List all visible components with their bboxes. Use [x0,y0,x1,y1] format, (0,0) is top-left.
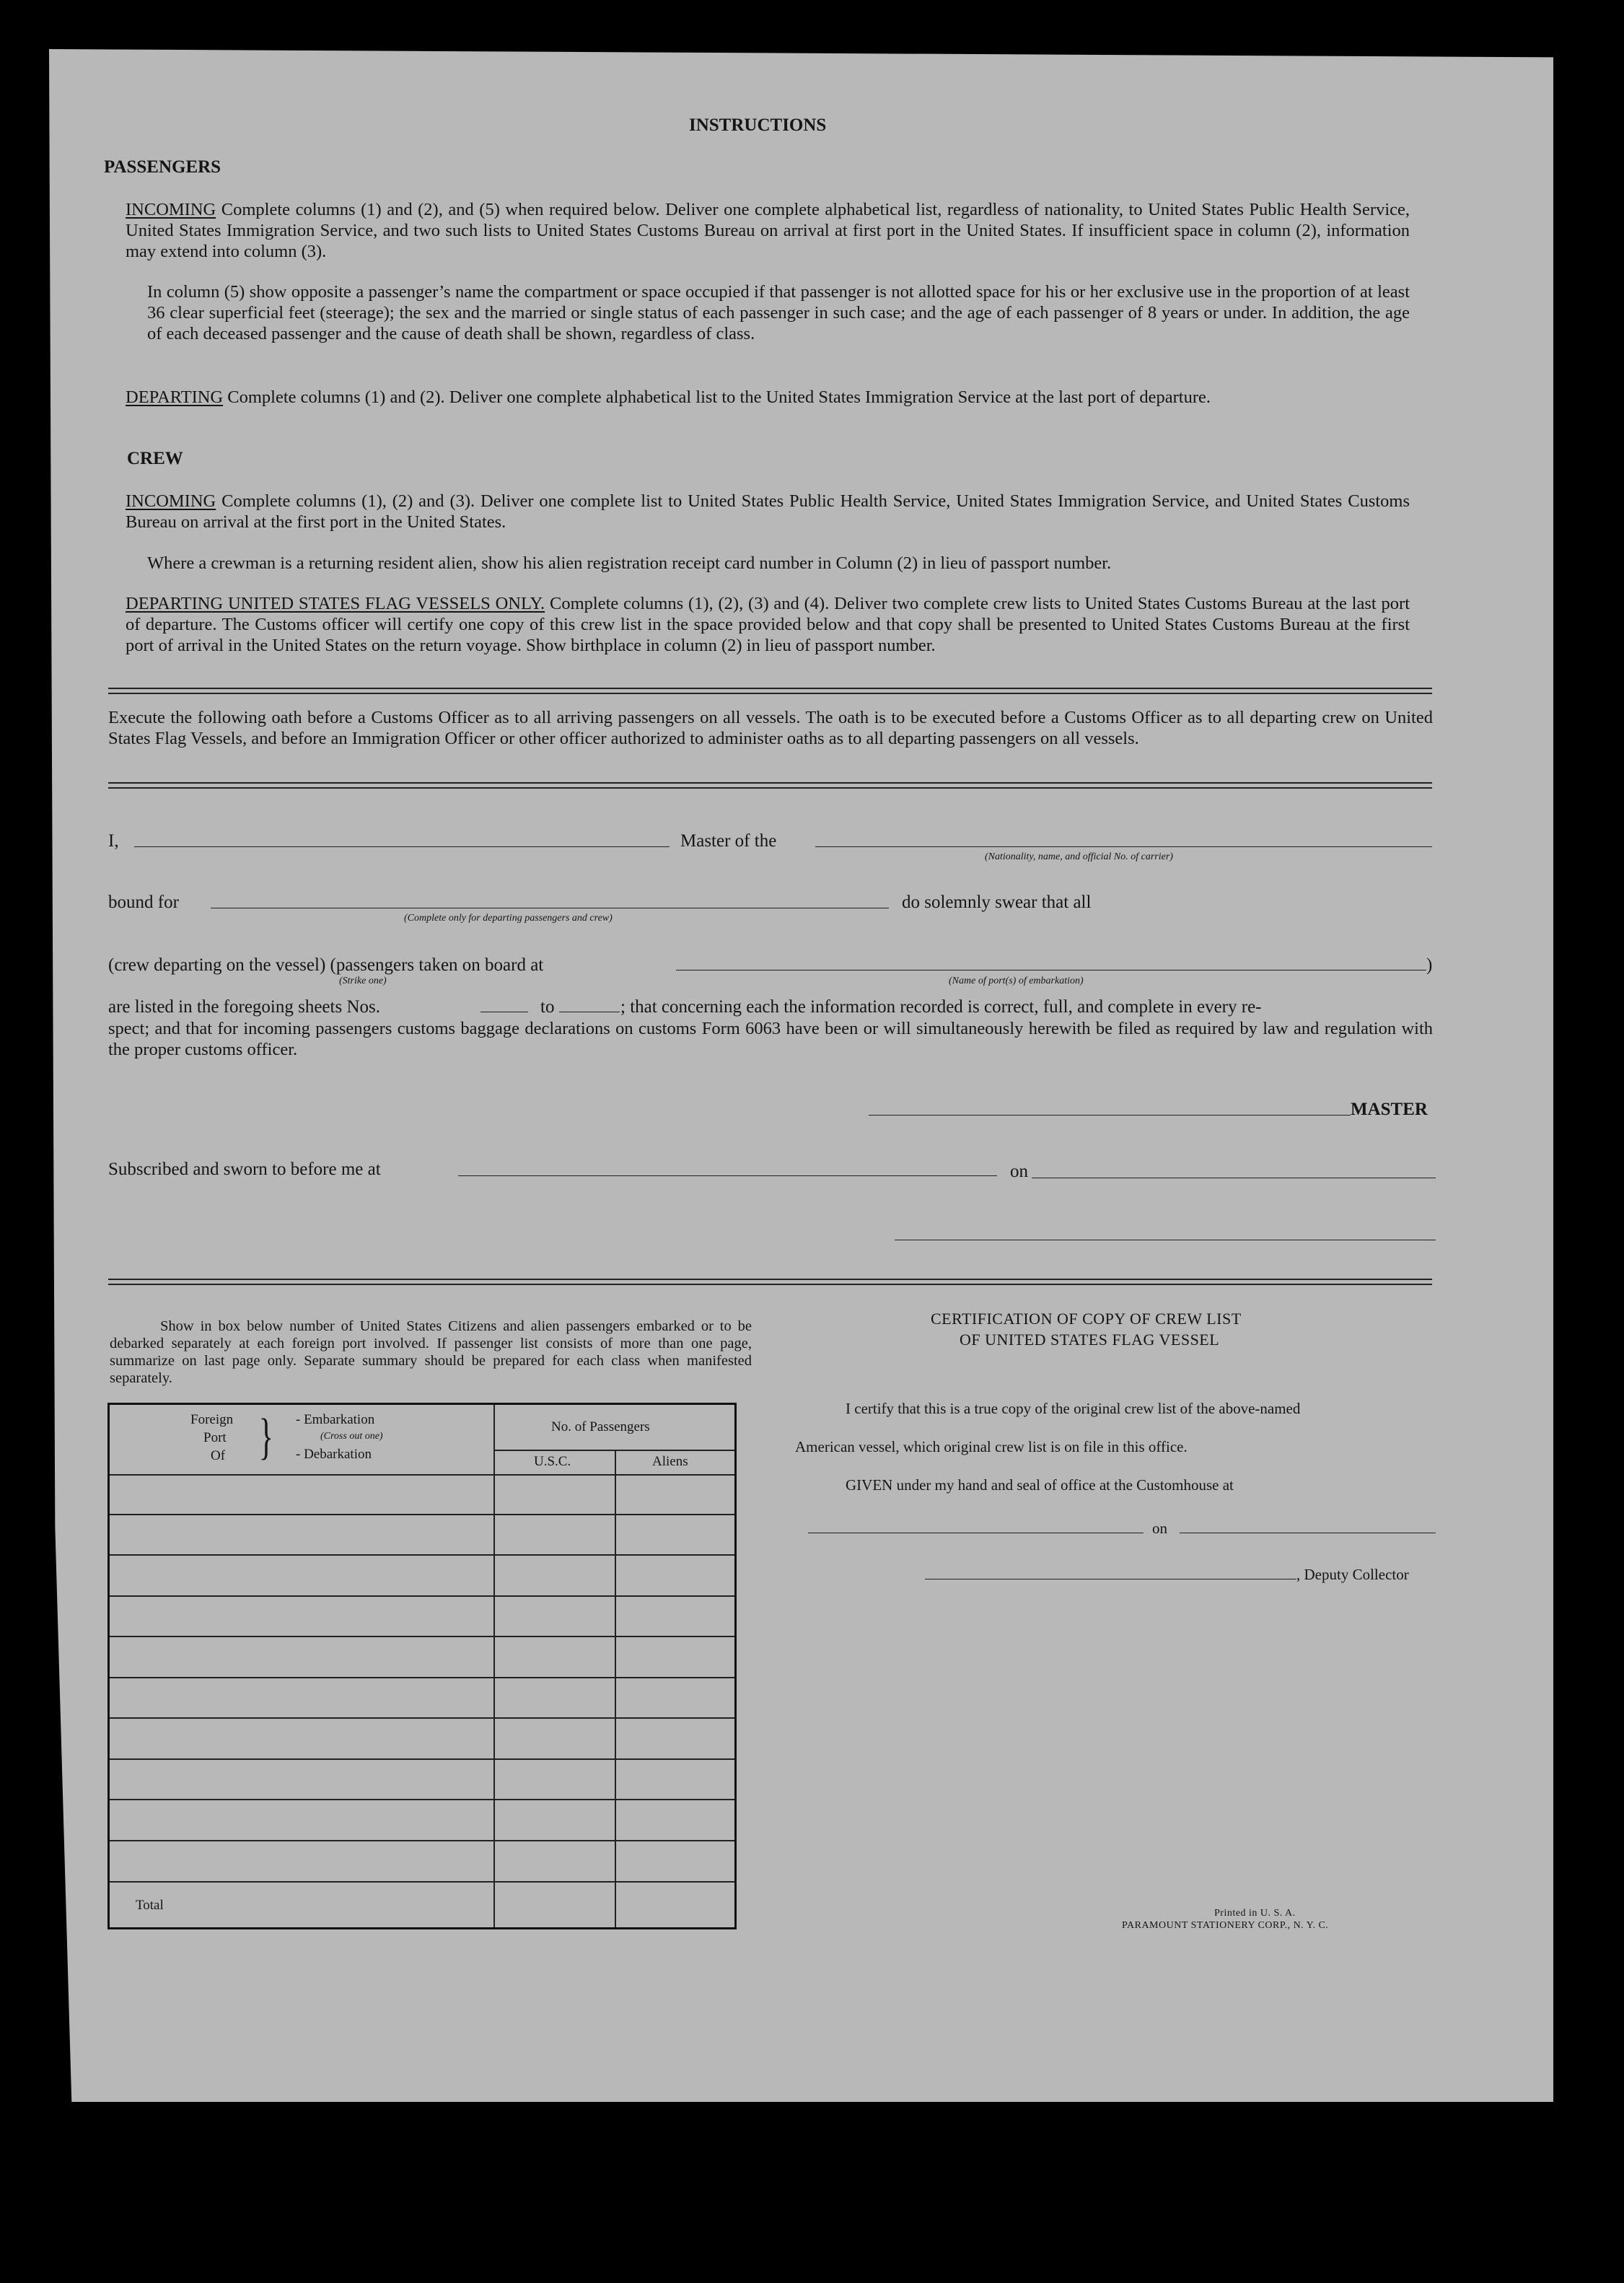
master-label: MASTER [1351,1100,1428,1119]
certification-title-1: CERTIFICATION OF COPY OF CREW LIST [931,1310,1242,1328]
passengers-heading: PASSENGERS [104,157,221,177]
divider-rule [108,1279,1432,1285]
given-line: GIVEN under my hand and seal of office at the Customhouse at [846,1476,1234,1494]
departing-note: (Complete only for departing passengers and crew) [404,913,613,924]
port-header: Port [203,1430,227,1445]
passengers-incoming-label: INCOMING [126,200,216,219]
printer-imprint: PARAMOUNT STATIONERY CORP., N. Y. C. [1122,1920,1329,1931]
listed-to: to [540,997,555,1017]
deputy-collector-label: , Deputy Collector [1296,1566,1409,1583]
brace-icon: } [258,1409,273,1465]
row-divider [110,1554,734,1556]
subheader-divider [493,1450,734,1451]
debarkation-option[interactable]: - Debarkation [296,1447,372,1462]
certify-line: I certify that this is a true copy of the original crew list of the above-named [846,1400,1301,1417]
row-divider [110,1717,734,1719]
printed-in-usa: Printed in U. S. A. [1214,1908,1296,1919]
total-label: Total [136,1898,164,1913]
summary-instructions: Show in box below number of United States Citizens and alien passengers embarked or to be debarked separately at each foreign port involved. If passenger list consists of more than one page, summarize on last page only. Separate summary should be prepared for each class when manifested separately. [110,1318,752,1386]
passengers-incoming-para [126,199,1410,262]
cross-out-note: (Cross out one) [320,1431,383,1442]
master-of-the-label: Master of the [680,831,777,851]
embarkation-option[interactable]: - Embarkation [296,1412,375,1427]
row-divider [110,1758,734,1760]
aliens-header: Aliens [652,1454,688,1469]
sworn-on-label: on [1010,1162,1028,1181]
listed-label-b: ; that concerning each the information recorded is correct, full, and complete in every re- [620,997,1262,1017]
certification-title-2: OF UNITED STATES FLAG VESSEL [960,1331,1220,1349]
certification-on-label: on [1152,1520,1167,1537]
passenger-summary-table [107,1403,737,1929]
listed-continuation: spect; and that for incoming passengers customs baggage declarations on customs Form 6063 have been or will simultaneously herewith be filed as required by law and regulation with the proper customs officer. [108,1019,1433,1059]
crew-heading: CREW [127,449,183,468]
row-divider [110,1514,734,1515]
passengers-departing-para [126,387,1410,408]
of-header: Of [211,1448,226,1463]
passengers-departing-text: Complete columns (1) and (2). Deliver one complete alphabetical list to the United States Immigration Service at the last port of departure. [227,387,1211,407]
subscribed-label: Subscribed and sworn to before me at [108,1160,381,1179]
close-paren: ) [1426,955,1433,975]
divider-rule [108,782,1432,789]
crew-incoming-label: INCOMING [126,491,216,511]
column-divider [493,1405,495,1927]
column-divider [615,1450,616,1927]
foreign-header: Foreign [190,1412,234,1427]
divider-rule [108,688,1432,694]
instructions-title: INSTRUCTIONS [689,115,827,135]
passengers-header: No. of Passengers [551,1419,650,1434]
vessel-line: American vessel, which original crew list is on file in this office. [795,1438,1188,1455]
crew-resident-para: Where a crewman is a returning resident alien, show his alien registration receipt card number in Column (2) in lieu of passport number. [147,553,1112,573]
passengers-incoming-text: Complete columns (1) and (2), and (5) when required below. Deliver one complete alphabetical list, regardless of nationality, to United States Public Health Service, United States Immigration Service, and two such lists to United States Customs Bureau on arrival at first port in the United States. If insufficient space in column (2), information may extend into column (3). [126,200,1410,261]
oath-i-label: I, [108,831,119,851]
row-divider [110,1840,734,1841]
crew-incoming-text: Complete columns (1), (2) and (3). Deliver one complete list to United States Public Health Service, United States Immigration Service, and United States Customs Bureau on arrival at the first port in the United States. [126,491,1410,532]
oath-instructions: Execute the following oath before a Customs Officer as to all arriving passengers on all vessels. The oath is to be executed before a Customs Officer as to all departing crew on United States Flag Vessels, and before an Immigration Officer or other officer authorized to administer oaths as to all departing passengers on all vessels. [108,708,1433,748]
usc-header: U.S.C. [534,1454,571,1469]
carrier-line[interactable] [815,846,1432,847]
sworn-place-line[interactable] [458,1175,997,1176]
passengers-column5-para: In column (5) show opposite a passenger’s name the compartment or space occupied if that passenger is not allotted space for his or her exclusive use in the proportion of at least 36 clear superficial feet (steerage); the sex and the married or single status of each passenger in such case; and the age of each passenger of 8 years or under. In addition, the age of each deceased passenger and the cause of death shall be shown, regardless of class. [147,282,1410,343]
crew-incoming-para [126,491,1410,533]
do-solemnly-label: do solemnly swear that all [902,893,1092,912]
listed-label-a: are listed in the foregoing sheets Nos. [108,997,380,1017]
passengers-departing-label: DEPARTING [126,387,224,407]
master-signature-line[interactable] [869,1115,1351,1116]
total-row-divider [110,1881,734,1883]
row-divider [110,1595,734,1597]
row-divider [110,1636,734,1637]
crew-departing-text: Complete columns (1), (2), (3) and (4). Deliver two complete crew lists to United States Customs Bureau at the last port of departure. The Customs officer will certify one copy of this crew list in the space provided below and that copy shall be presented to United States Customs Bureau at the first port of arrival in the United States on the return voyage. Show birthplace in column (2) in lieu of passport number. [126,594,1410,655]
master-name-line[interactable] [134,846,670,847]
crew-departing-para [126,593,1410,656]
crew-departing-label: DEPARTING UNITED STATES FLAG VESSELS ONLY. [126,594,545,613]
strike-one-note: (Strike one) [339,976,387,986]
bound-for-label: bound for [108,893,179,912]
header-divider [110,1474,734,1476]
row-divider [110,1677,734,1678]
row-divider [110,1799,734,1800]
carrier-note: (Nationality, name, and official No. of carrier) [985,851,1173,862]
crew-passengers-label: (crew departing on the vessel) (passengers taken on board at [108,955,544,975]
ports-note: (Name of port(s) of embarkation) [949,976,1084,986]
